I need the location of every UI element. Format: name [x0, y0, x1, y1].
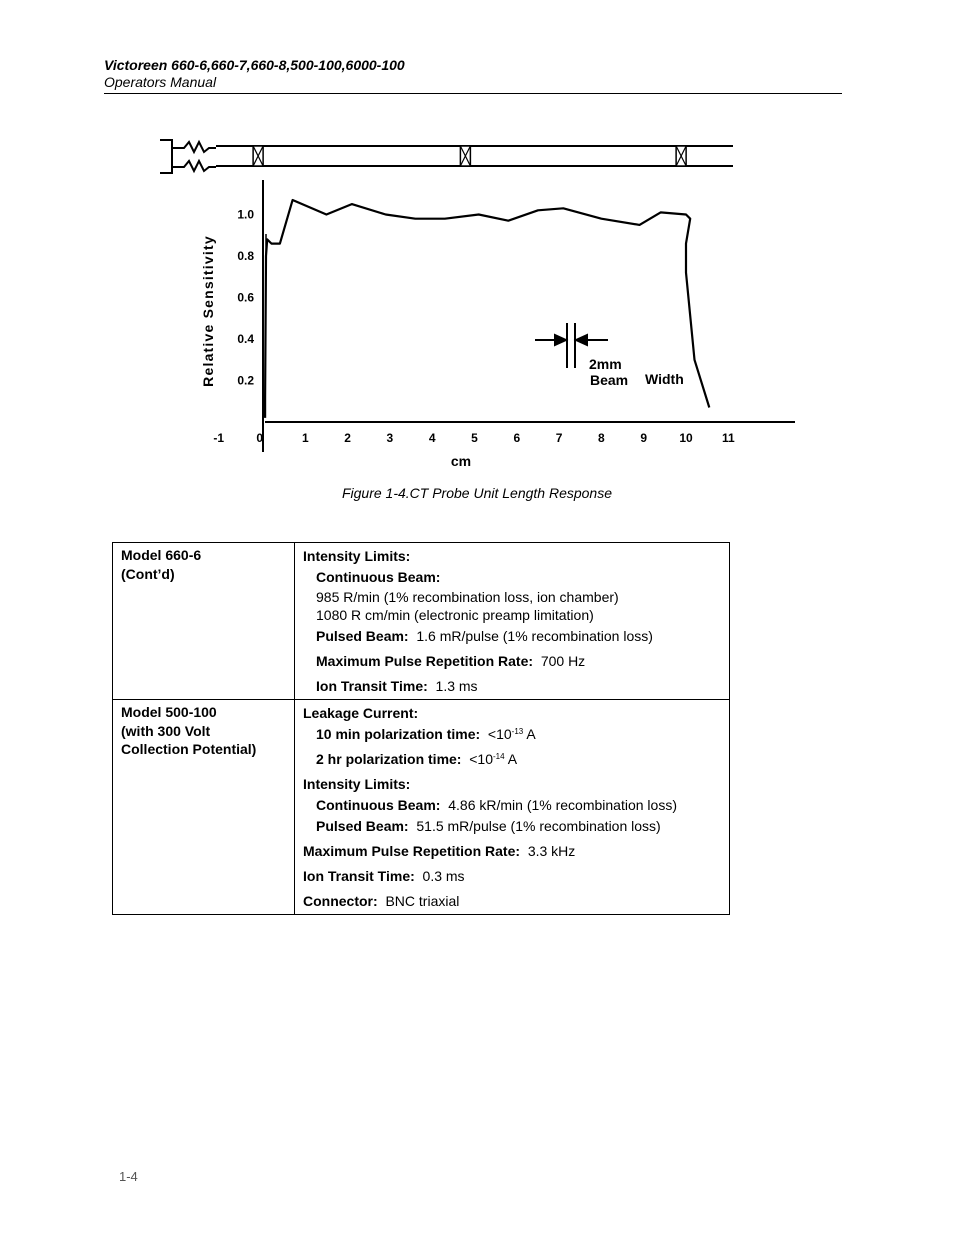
- x-tick-label: -1: [213, 431, 225, 445]
- y-tick-label: 0.4: [237, 332, 254, 346]
- spec-cell: [295, 543, 730, 700]
- manual-subtitle: Operators Manual: [104, 74, 217, 90]
- continuous-beam-label: Continuous Beam:: [316, 569, 441, 585]
- x-axis-label: cm: [450, 453, 472, 469]
- ion-transit-spec: Ion Transit Time: 1.3 ms: [316, 678, 478, 694]
- x-tick-label: 10: [679, 431, 693, 445]
- y-tick-label: 0.6: [237, 290, 254, 305]
- figure-caption: Figure 1-4.CT Probe Unit Length Response: [341, 485, 613, 501]
- y-tick-label: 0.8: [237, 249, 254, 263]
- manual-title: Victoreen 660-6,660-7,660-8,500-100,6000-100: [104, 57, 405, 73]
- connector-spec: Connector: BNC triaxial: [303, 893, 460, 909]
- beam-marker: [253, 146, 263, 166]
- leakage-current-heading: Leakage Current:: [303, 705, 419, 721]
- x-tick-label: 8: [598, 431, 605, 445]
- model-cell: Model 660-6 (Cont’d): [113, 543, 295, 700]
- beam-width-label-size: 2mm: [589, 356, 622, 372]
- y-tick-label: 0.2: [237, 373, 254, 388]
- beam-marker: [460, 146, 470, 166]
- ion-transit-spec: Ion Transit Time: 0.3 ms: [303, 868, 465, 884]
- table-row: [113, 700, 730, 915]
- spec-cell: [295, 700, 730, 915]
- intensity-limits-heading: Intensity Limits:: [303, 776, 411, 792]
- probe-response-figure: [0, 120, 954, 475]
- probe-cable-bracket: [160, 140, 172, 173]
- table-row: [113, 543, 730, 700]
- pol2-spec: 2 hr polarization time: $<10^{-14}$ A: [316, 751, 518, 767]
- y-tick-label: 1.0: [237, 207, 254, 222]
- response-curve-series: [265, 200, 709, 418]
- header-rule: [104, 93, 842, 94]
- x-tick-label: 2: [344, 431, 351, 445]
- probe-zigzag-bottom: [172, 161, 216, 171]
- pulsed-beam-spec: Pulsed Beam: 1.6 mR/pulse (1% recombination loss): [316, 628, 653, 644]
- y-tick-labels: [237, 208, 254, 388]
- x-tick-label: 5: [471, 431, 478, 445]
- beam-width-label-width: Width: [645, 371, 684, 387]
- running-header: [104, 56, 842, 91]
- pulsed-beam-spec: Pulsed Beam: 51.5 mR/pulse (1% recombination loss): [316, 818, 661, 834]
- pol10-spec: 10 min polarization time: $<10^{-13}$ A: [316, 726, 536, 742]
- x-tick-label: 1: [301, 431, 309, 445]
- x-tick-label: 0: [256, 431, 263, 445]
- specifications-table: [112, 542, 730, 915]
- x-tick-labels: [213, 431, 735, 445]
- x-tick-label: 6: [513, 431, 521, 445]
- probe-zigzag-top: [172, 142, 216, 152]
- x-tick-label: 3: [386, 431, 394, 445]
- beam-marker: [676, 146, 686, 166]
- x-tick-label: 4: [428, 431, 436, 445]
- x-tick-label: 9: [640, 431, 648, 445]
- x-tick-label: 11: [721, 431, 735, 445]
- model-cell: Model 500-100 (with 300 Volt Collection Potential): [113, 700, 295, 915]
- max-prr-spec: Maximum Pulse Repetition Rate: 3.3 kHz: [303, 843, 576, 859]
- x-tick-label: 7: [555, 431, 563, 445]
- y-axis-label: Relative Sensitivity: [200, 235, 216, 387]
- intensity-limits-heading: Intensity Limits:: [303, 548, 411, 564]
- beam-markers: [253, 146, 686, 166]
- continuous-beam-value: 985 R/min (1% recombination loss, ion chamber) 1080 R cm/min (electronic preamp limitation): [316, 589, 619, 623]
- probe-drawing: [160, 140, 733, 173]
- beam-width-label-beam: Beam: [590, 372, 629, 388]
- page-number: 1-4: [119, 1169, 138, 1184]
- max-prr-spec: Maximum Pulse Repetition Rate: 700 Hz: [316, 653, 586, 669]
- continuous-beam-spec: Continuous Beam: 4.86 kR/min (1% recombination loss): [316, 797, 677, 813]
